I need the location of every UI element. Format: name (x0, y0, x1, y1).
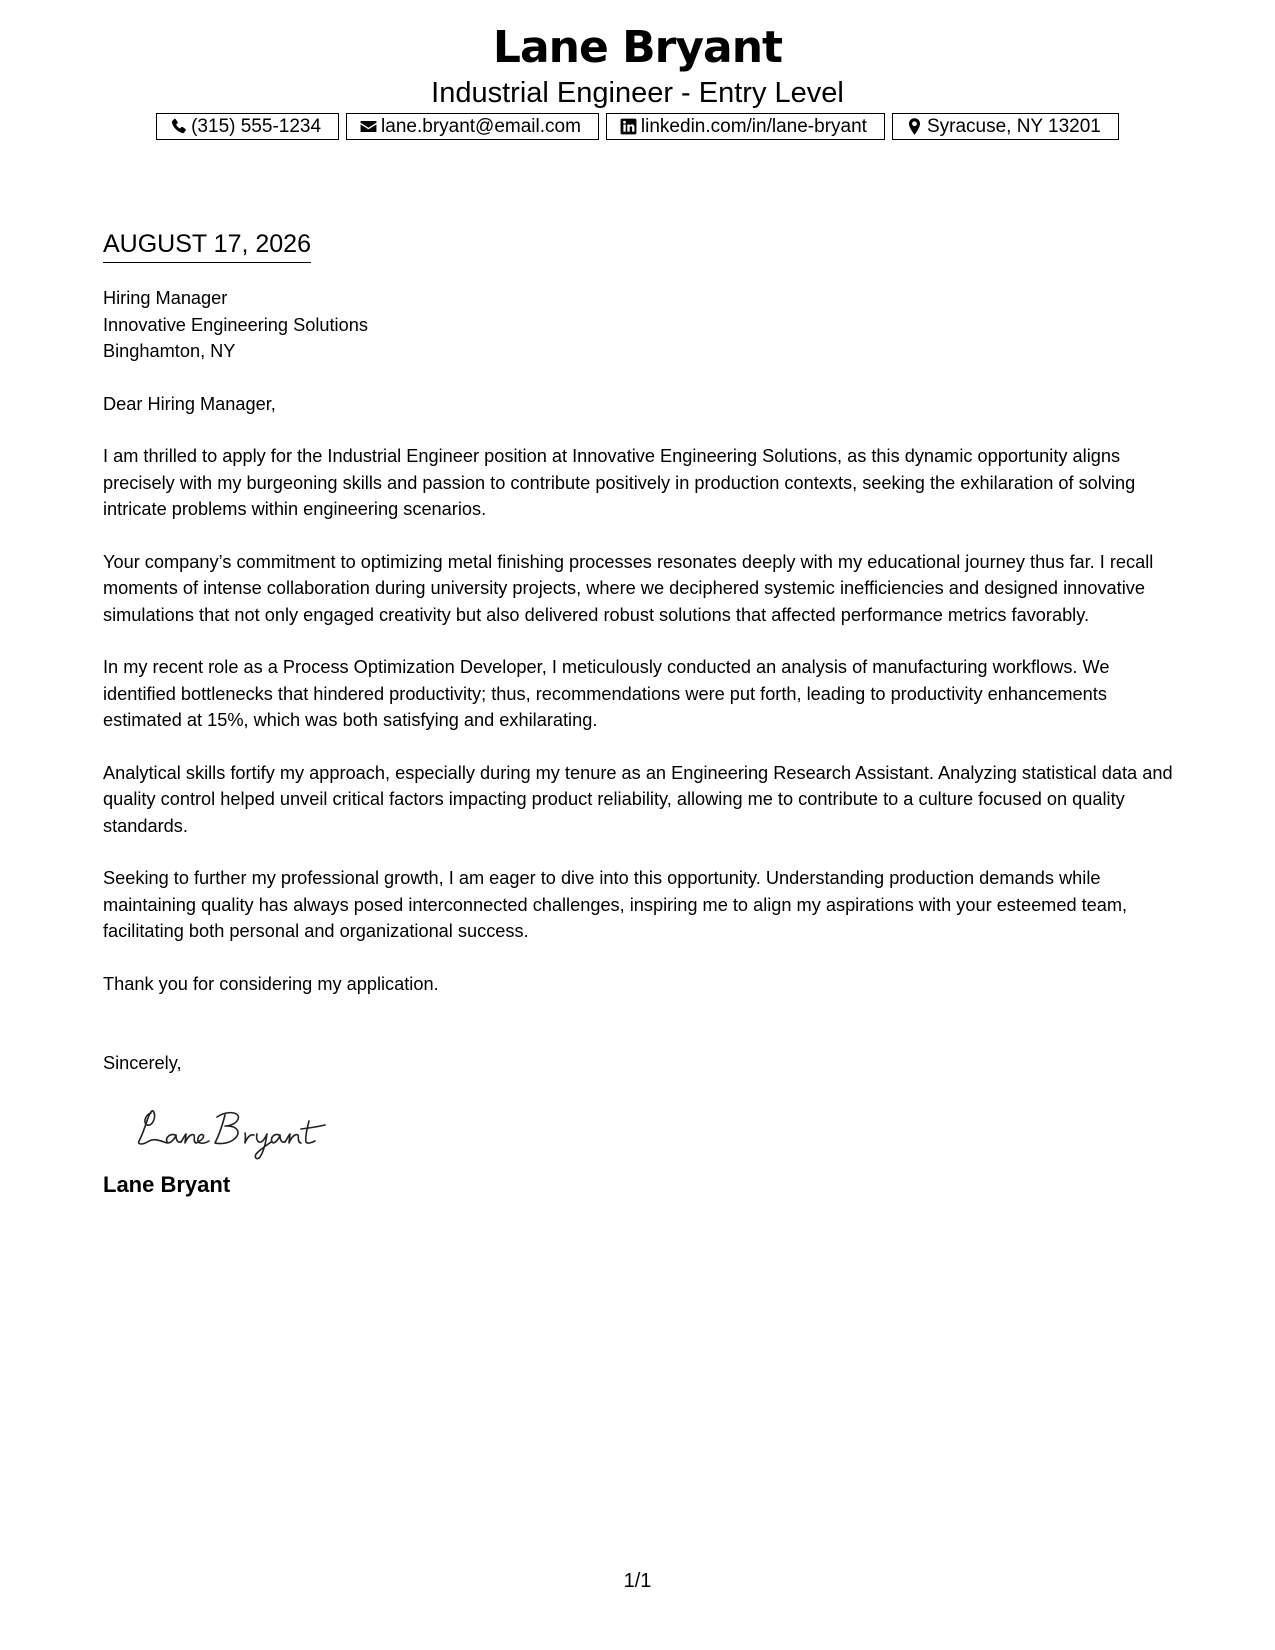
contact-linkedin[interactable] (606, 113, 885, 140)
contact-email-text: lane.bryant@email.com (381, 115, 581, 137)
contact-bar (0, 113, 1275, 140)
letter-date: AUGUST 17, 2026 (103, 228, 311, 263)
signature-graphic (133, 1101, 343, 1161)
paragraph-5: Seeking to further my professional growth, I am eager to dive into this opportunity. Understanding production demands while maintaining quality has always posed interconnected challenges, inspiring me to align my aspirations with your esteemed team, facilitating both personal and organizational success. (103, 868, 1128, 941)
paragraph-1: I am thrilled to apply for the Industrial Engineer position at Innovative Engineering Solutions, as this dynamic opportunity aligns precisely with my burgeoning skills and passion to contribute positively in production contexts, seeking the exhilaration of solving intricate problems within engineering scenarios. (103, 446, 1136, 519)
map-marker-icon (905, 117, 924, 136)
paragraph-2: Your company’s commitment to optimizing metal finishing processes resonates deeply with my educational journey thus far. I recall moments of intense collaboration during university projects, where we deciphered systemic inefficiencies and designed innovative simulations that not only engaged creativity but also delivered robust solutions that affected performance metrics favorably. (103, 551, 1154, 625)
contact-location-text: Syracuse, NY 13201 (926, 115, 1101, 137)
handwritten-signature (133, 1101, 1173, 1161)
applicant-name: Lane Bryant (492, 22, 783, 73)
resume-header (0, 20, 1275, 110)
contact-phone-text: (315) 555-1234 (191, 115, 322, 137)
page-indicator: 1/1 (623, 1570, 652, 1592)
recipient-company: Innovative Engineering Solutions (103, 314, 368, 335)
phone-icon (169, 117, 188, 136)
recipient-location: Binghamton, NY (103, 341, 236, 361)
job-title: Industrial Engineer - Entry Level (431, 77, 844, 109)
contact-location[interactable] (892, 113, 1119, 140)
contact-phone[interactable] (156, 113, 339, 140)
envelope-icon (359, 117, 378, 136)
recipient-name: Hiring Manager (103, 288, 228, 308)
recipient-block (103, 285, 1173, 365)
cover-letter-body (103, 228, 1173, 1199)
paragraph-3: In my recent role as a Process Optimization Developer, I meticulously conducted an analysis of manufacturing workflows. We identified bottlenecks that hindered productivity; thus, recommendations were put forth, leading to productivity enhancements estimated at 15%, which was both satisfying and exhilarating. (103, 657, 1110, 730)
paragraph-6: Thank you for considering my application. (103, 973, 439, 994)
paragraph-4: Analytical skills fortify my approach, especially during my tenure as an Engineering Research Assistant. Analyzing statistical data and quality control helped unveil critical factors impacting product reliability, allowing me to contribute to a culture focused on quality standards. (103, 762, 1173, 836)
contact-linkedin-text: linkedin.com/in/lane-bryant (640, 115, 867, 137)
signer-name: Lane Bryant (103, 1171, 231, 1197)
closing: Sincerely, (103, 1053, 182, 1073)
salutation: Dear Hiring Manager, (103, 393, 276, 414)
linkedin-icon (619, 117, 638, 136)
contact-email[interactable] (346, 113, 599, 140)
